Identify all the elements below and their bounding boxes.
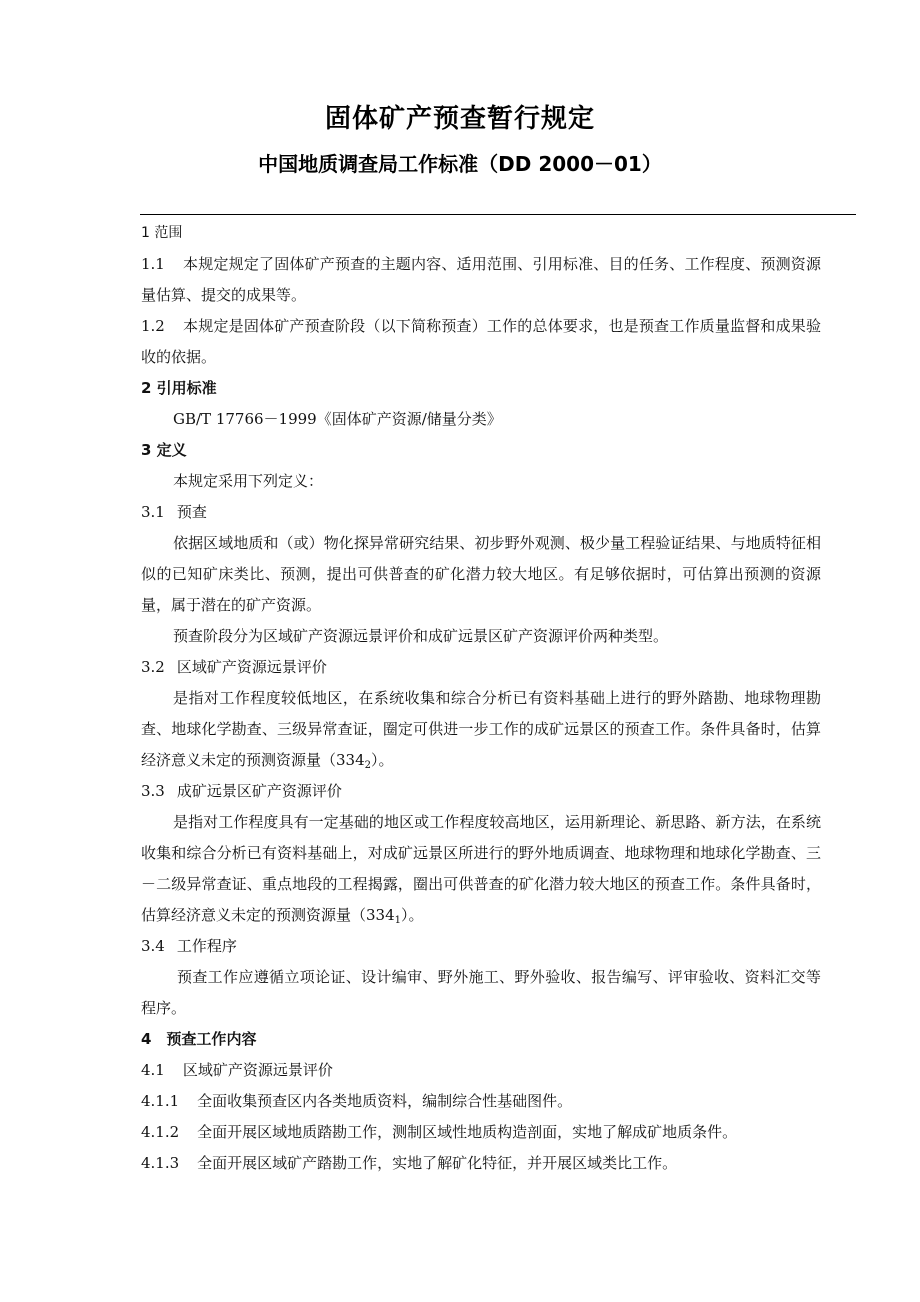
clause-number: 4.1.2: [141, 1123, 180, 1141]
clause-number: 1.2: [141, 317, 165, 335]
subscript: 1: [394, 915, 402, 926]
list-item: [141, 1086, 821, 1117]
clause-text: 本规定规定了固体矿产预查的主题内容、适用范围、引用标准、目的任务、工作程度、预测资源量估算、提交的成果等。: [141, 255, 821, 304]
definition-end: ）。: [371, 751, 394, 769]
definition-text: 是指对工作程度具有一定基础的地区或工作程度较高地区，运用新理论、新思路、新方法，在系统收集和综合分析已有资料基础上，对成矿远景区所进行的野外地质调查、地球物理和地球化学勘查、三－二级异常查证、重点地段的工程揭露，圈出可供普查的矿化潜力较大地区的预查工作。条件具备时，估算经济意义未定的预测资源量（334: [141, 813, 821, 924]
clause-number: 1.1: [141, 255, 165, 273]
reference-standard: GB/T 17766－1999《固体矿产资源/储量分类》: [173, 410, 502, 428]
clause-number: 4.1: [141, 1061, 165, 1079]
clause-1-1: [141, 249, 821, 311]
definition-3-2-text: [141, 683, 821, 776]
clause-text: 本规定是固体矿产预查阶段（以下简称预查）工作的总体要求，也是预查工作质量监督和成果验收的依据。: [141, 317, 821, 366]
definition-3-3-heading: [141, 776, 821, 807]
section-2-heading: 2 引用标准: [141, 379, 217, 397]
clause-text: 全面开展区域矿产踏勘工作，实地了解矿化特征，并开展区域类比工作。: [197, 1154, 678, 1172]
list-item: [141, 1148, 821, 1179]
clause-title: 工作程序: [176, 937, 237, 955]
definition-text: 是指对工作程度较低地区，在系统收集和综合分析已有资料基础上进行的野外踏勘、地球物理勘查、地球化学勘查、三级异常查证，圈定可供进一步工作的成矿远景区的预查工作。条件具备时，估算经济意义未定的预测资源量（334: [141, 689, 821, 769]
subscript: 2: [364, 760, 372, 771]
clause-number: 3.3: [141, 782, 165, 800]
section-4-heading: 4 预查工作内容: [141, 1030, 257, 1048]
subsection-4-1-heading: [141, 1055, 821, 1086]
document-body: [141, 218, 821, 1179]
clause-1-2: [141, 311, 821, 373]
definition-3-2-heading: [141, 652, 821, 683]
clause-number: 3.2: [141, 658, 165, 676]
clause-title: 区域矿产资源远景评价: [176, 658, 327, 676]
clause-text: 全面收集预查区内各类地质资料，编制综合性基础图件。: [197, 1092, 573, 1110]
clause-number: 3.1: [141, 503, 165, 521]
clause-title: 预查: [176, 503, 207, 521]
clause-number: 4.1.1: [141, 1092, 180, 1110]
definition-end: ）。: [401, 906, 424, 924]
clause-number: 4.1.3: [141, 1154, 180, 1172]
list-item: [141, 1117, 821, 1148]
definition-3-1-types: 预查阶段分为区域矿产资源远景评价和成矿远景区矿产资源评价两种类型。: [173, 627, 669, 645]
definitions-intro: 本规定采用下列定义：: [173, 472, 324, 490]
definition-3-1-text: 依据区域地质和（或）物化探异常研究结果、初步野外观测、极少量工程验证结果、与地质特征相似的已知矿床类比、预测，提出可供普查的矿化潜力较大地区。有足够依据时，可估算出预测的资源量，属于潜在的矿产资源。: [141, 534, 821, 614]
document-title: 固体矿产预查暂行规定: [324, 104, 595, 134]
clause-text: 全面开展区域地质踏勘工作，测制区域性地质构造剖面，实地了解成矿地质条件。: [197, 1123, 738, 1141]
definition-3-4-text: 预查工作应遵循立项论证、设计编审、野外施工、野外验收、报告编写、评审验收、资料汇交等程序。: [141, 968, 821, 1017]
header-divider: [140, 214, 856, 215]
section-1-heading: 1 范围: [141, 225, 183, 241]
definition-3-1-heading: [141, 497, 821, 528]
clause-title: 区域矿产资源远景评价: [182, 1061, 333, 1079]
document-subtitle: 中国地质调查局工作标准（DD 2000－01）: [258, 152, 662, 176]
clause-number: 3.4: [141, 937, 165, 955]
definition-3-4-heading: [141, 931, 821, 962]
section-3-heading: 3 定义: [141, 441, 187, 459]
clause-title: 成矿远景区矿产资源评价: [176, 782, 342, 800]
definition-3-3-text: [141, 807, 821, 931]
